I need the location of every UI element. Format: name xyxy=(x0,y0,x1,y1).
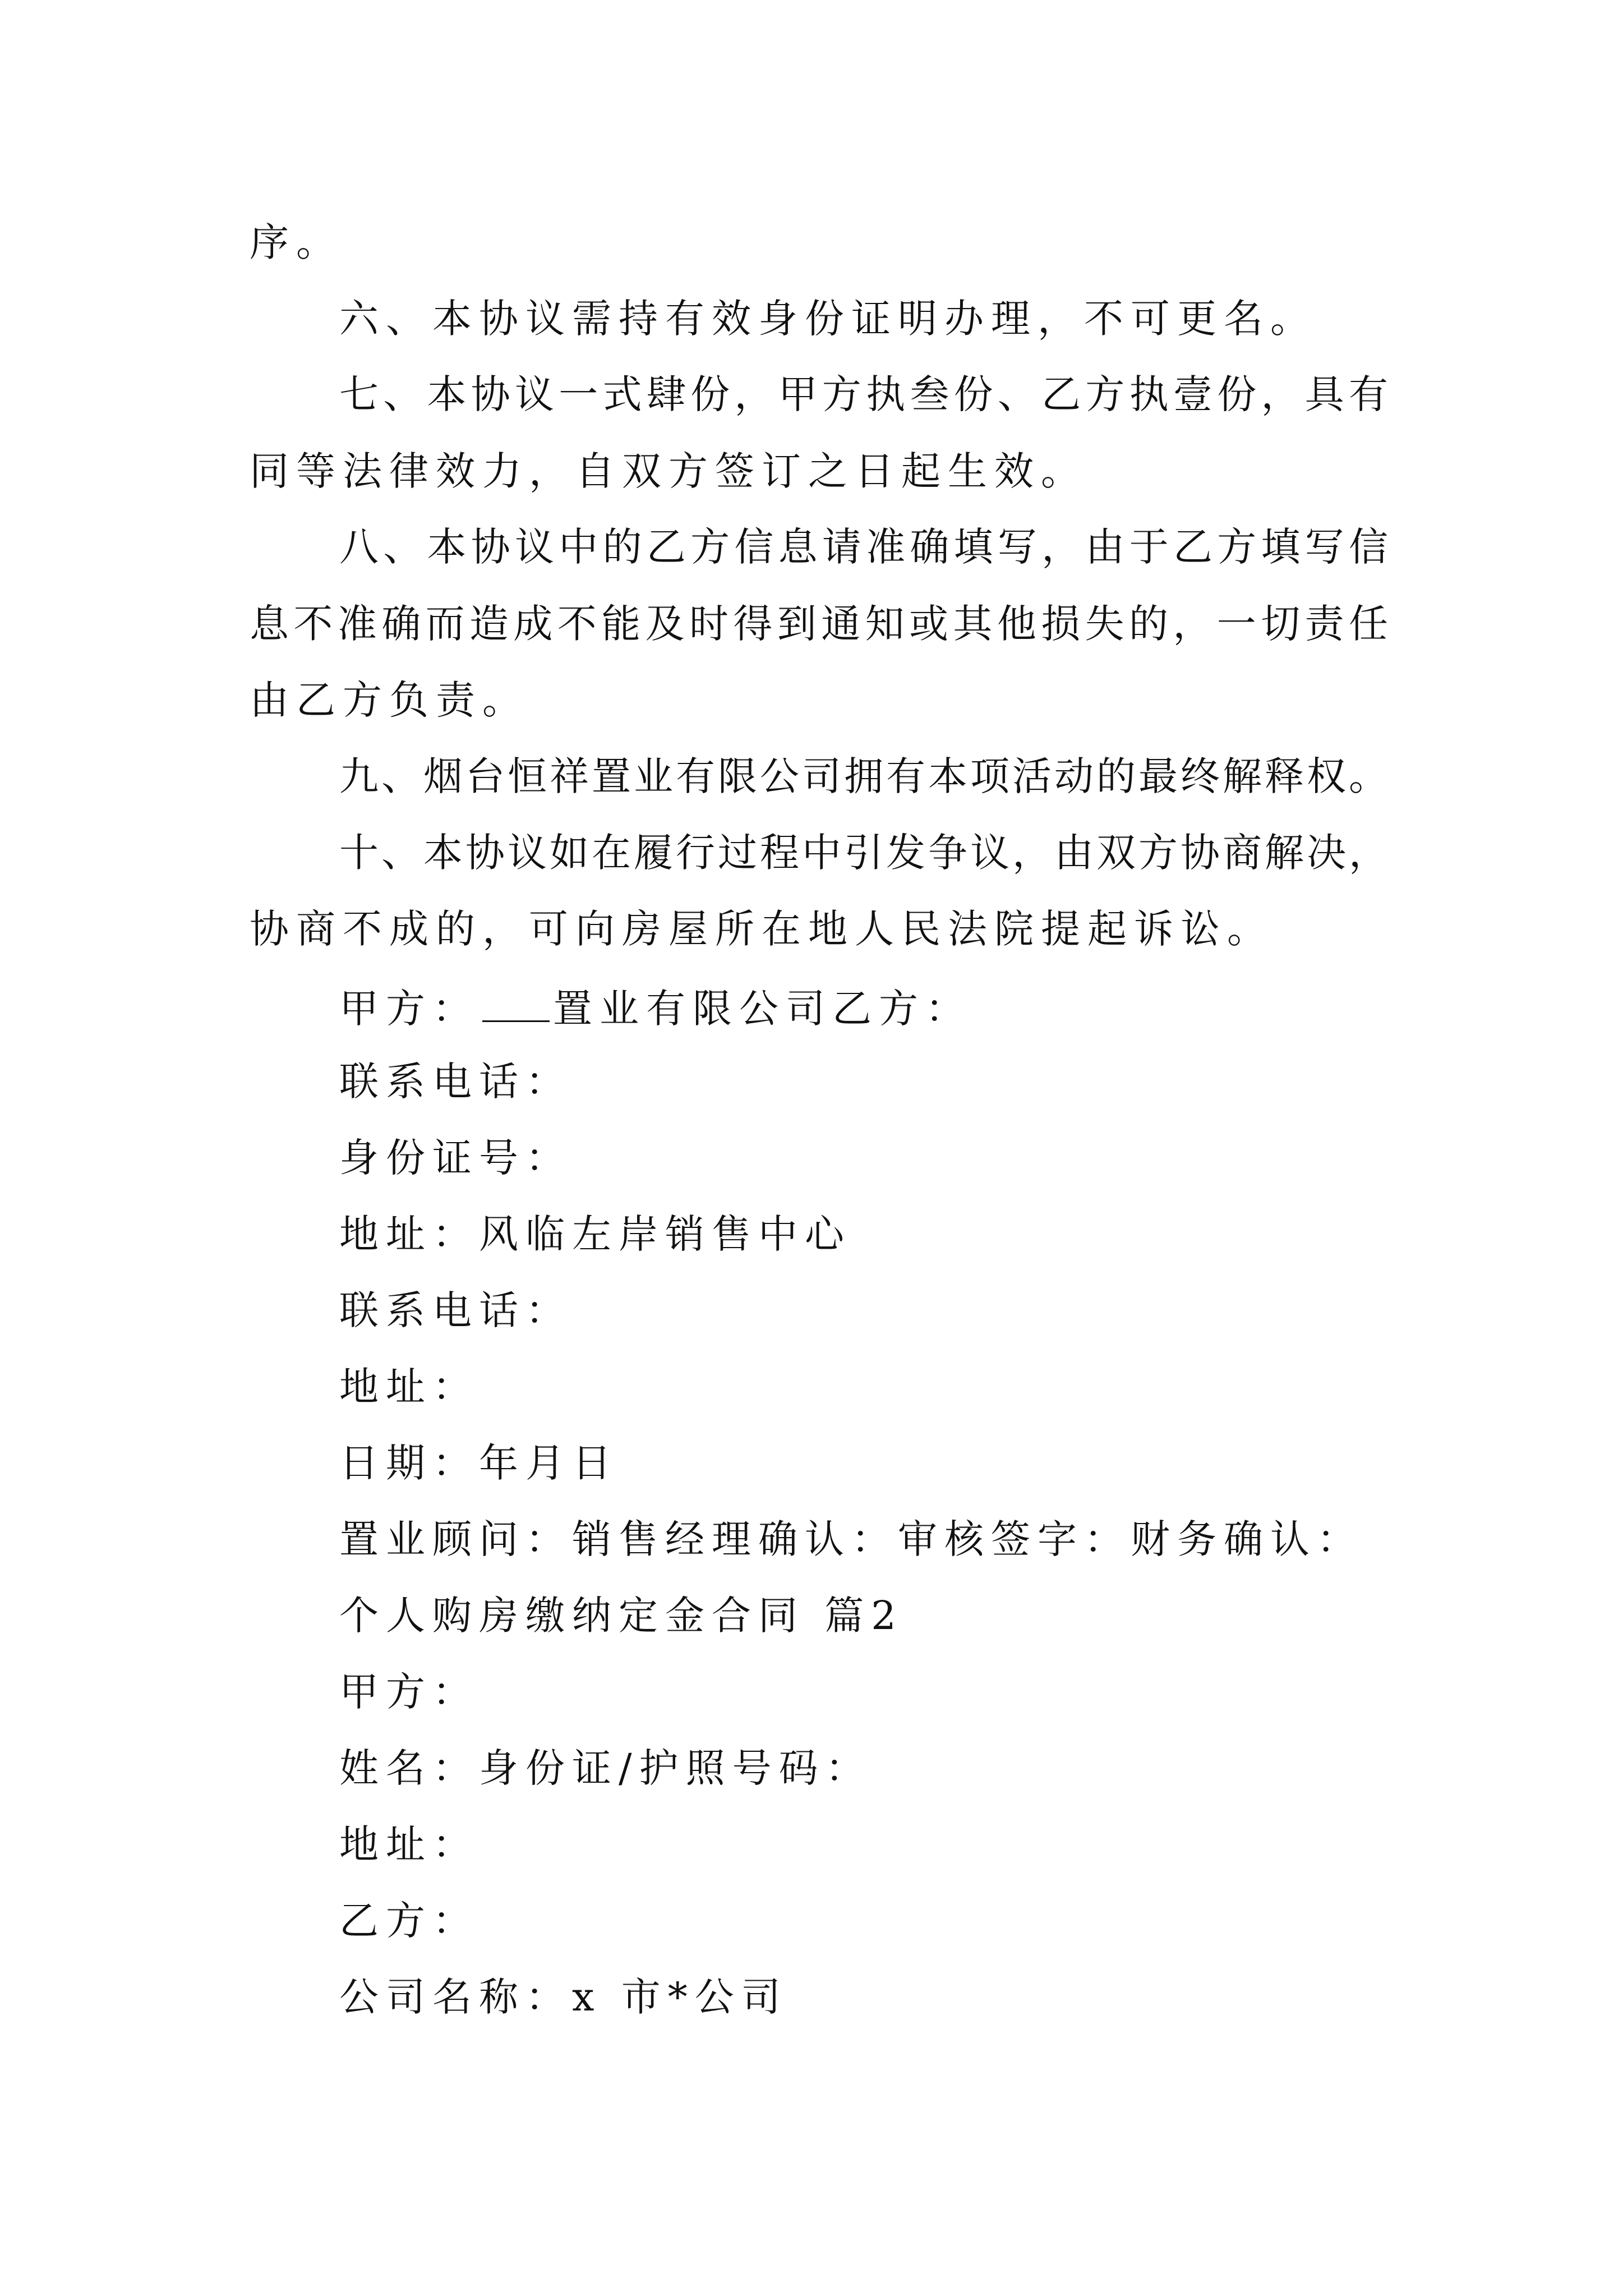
address-field: 地址： xyxy=(339,1364,479,1410)
company-name-field: 公司名称：x 市*公司 xyxy=(339,1974,788,2020)
phone-field: 联系电话： xyxy=(339,1287,572,1333)
phone-field: 联系电话： xyxy=(339,1059,572,1105)
clause-10-line-2: 协商不成的，可向房屋所在地人民法院提起诉讼。 xyxy=(250,906,1274,952)
clause-6: 六、本协议需持有效身份证明办理，不可更名。 xyxy=(339,296,1317,342)
party-a-suffix: 置业有限公司乙方： xyxy=(553,986,972,1032)
name-id-field: 姓名：身份证/护照号码： xyxy=(339,1745,872,1791)
party-b-label: 乙方： xyxy=(339,1898,479,1944)
paragraph-line: 序。 xyxy=(250,219,343,265)
address-field: 地址： xyxy=(339,1821,479,1867)
clause-8-line-2: 息不准确而造成不能及时得到通知或其他损失的，一切责任 xyxy=(250,601,1388,647)
id-number-field: 身份证号： xyxy=(339,1135,572,1181)
party-a-label: 甲方： xyxy=(339,1669,479,1715)
blank-underline xyxy=(482,986,550,1022)
party-a-line xyxy=(339,986,972,1032)
clause-7-line-2: 同等法律效力，自双方签订之日起生效。 xyxy=(250,448,1087,494)
clause-7-line-1: 七、本协议一式肆份，甲方执叁份、乙方执壹份，具有 xyxy=(339,371,1388,417)
signature-fields: 置业顾问：销售经理确认：审核签字：财务确认： xyxy=(339,1516,1363,1562)
address-field: 地址：风临左岸销售中心 xyxy=(339,1211,851,1257)
section-title: 个人购房缴纳定金合同 篇2 xyxy=(339,1593,903,1639)
clause-10-line-1: 十、本协议如在履行过程中引发争议，由双方协商解决， xyxy=(339,830,1388,876)
date-field: 日期：年月日 xyxy=(339,1440,619,1486)
clause-8-line-3: 由乙方负责。 xyxy=(250,677,529,723)
clause-8-line-1: 八、本协议中的乙方信息请准确填写，由于乙方填写信 xyxy=(339,524,1388,570)
party-a-prefix: 甲方： xyxy=(339,986,479,1032)
clause-9: 九、烟台恒祥置业有限公司拥有本项活动的最终解释权。 xyxy=(339,753,1388,799)
